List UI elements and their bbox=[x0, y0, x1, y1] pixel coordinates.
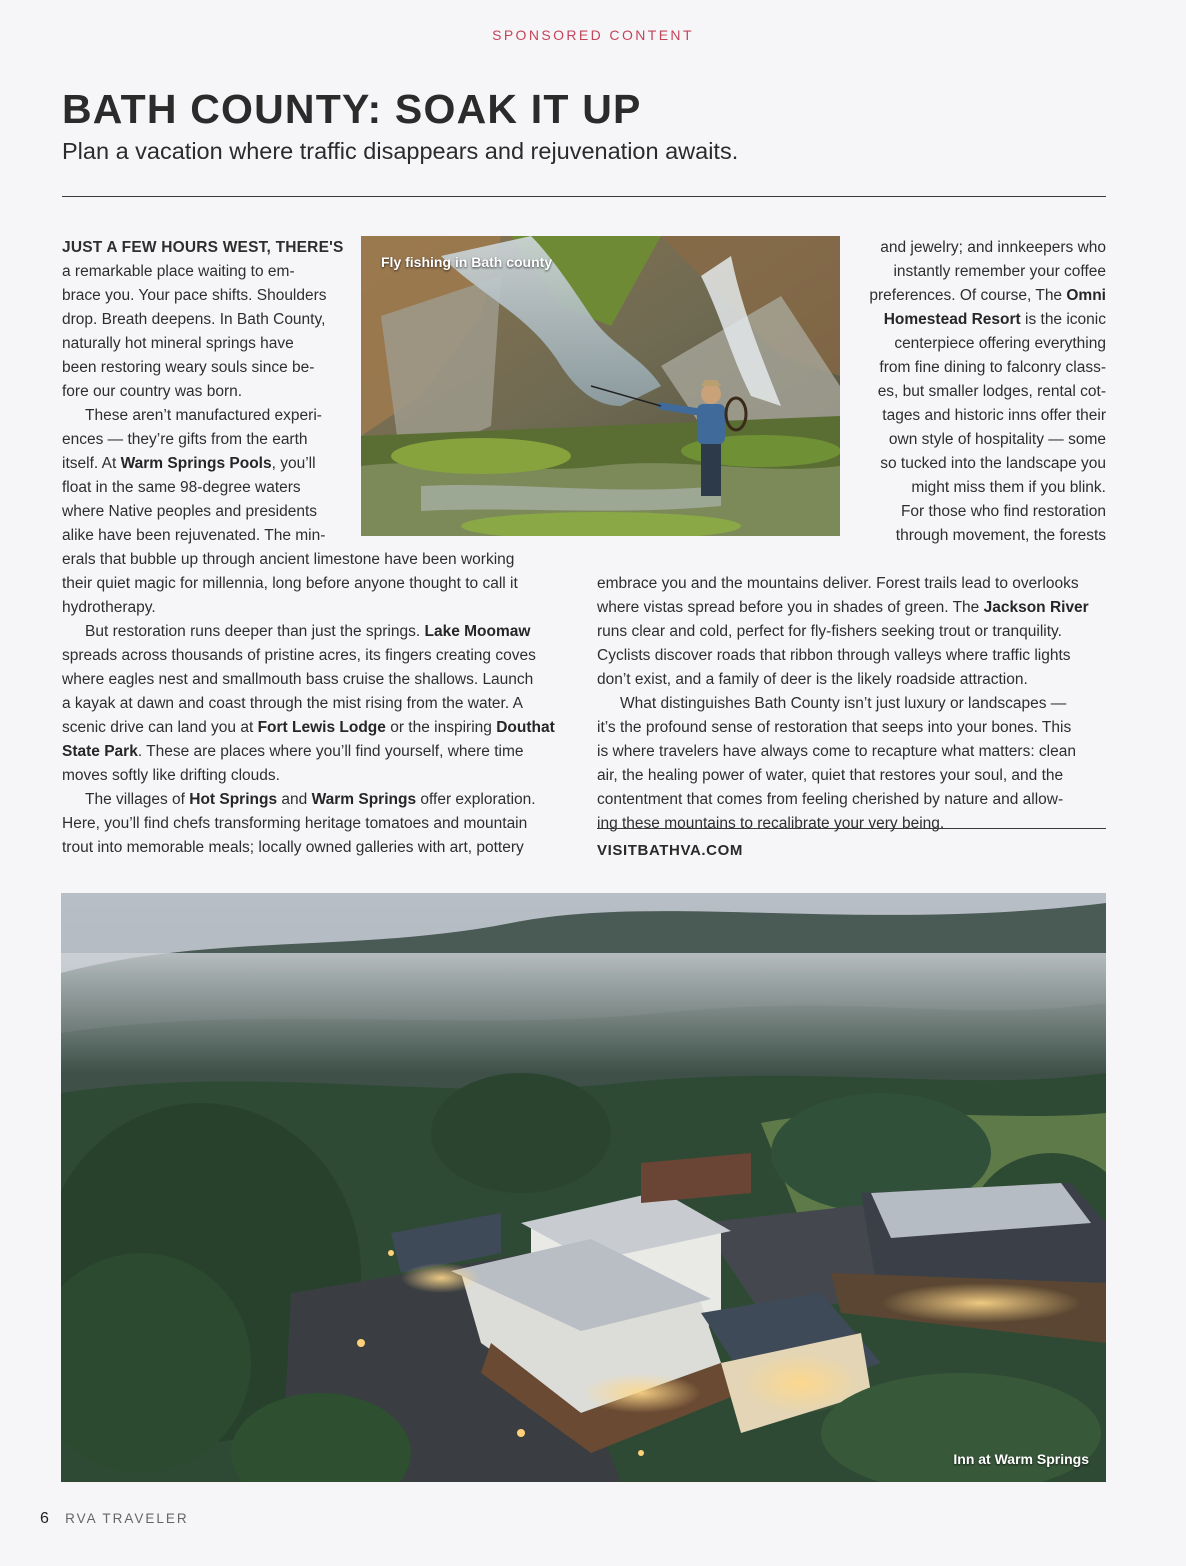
body-line: float in the same 98-degree waters bbox=[62, 479, 301, 496]
body-line: a kayak at dawn and coast through the mist rising from the water. A bbox=[62, 695, 523, 712]
inn-illustration bbox=[61, 893, 1106, 1482]
place-state-park: State Park bbox=[62, 743, 138, 760]
place-douthat: Douthat bbox=[496, 719, 555, 736]
body-line: ences — they’re gifts from the earth bbox=[62, 431, 308, 448]
body-line: where eagles nest and smallmouth bass cruise the shallows. Launch bbox=[62, 671, 534, 688]
body-line: is where travelers have always come to recapture what matters: clean bbox=[597, 743, 1076, 760]
body-line: What distinguishes Bath County isn’t just luxury or landscapes — bbox=[620, 695, 1067, 712]
body-line: moves softly like drifting clouds. bbox=[62, 767, 280, 784]
publication-name: RVA TRAVELER bbox=[65, 1511, 189, 1526]
page-number: 6 bbox=[40, 1510, 49, 1527]
body-line: es, but smaller lodges, rental cot- bbox=[877, 383, 1106, 400]
fishing-photo-caption: Fly fishing in Bath county bbox=[381, 254, 553, 270]
body-line: naturally hot mineral springs have bbox=[62, 335, 294, 352]
inn-photo-caption: Inn at Warm Springs bbox=[953, 1451, 1089, 1467]
article-right-wide bbox=[597, 572, 1089, 836]
body-line: preferences. Of course, The Omni bbox=[869, 287, 1106, 304]
place-homestead-resort: Homestead Resort bbox=[883, 311, 1021, 328]
body-line: The villages of Hot Springs and Warm Springs offer exploration. bbox=[85, 791, 536, 808]
body-line: erals that bubble up through ancient limestone have been working bbox=[62, 551, 515, 568]
sponsored-label: SPONSORED CONTENT bbox=[492, 27, 694, 43]
body-line: a remarkable place waiting to em- bbox=[62, 263, 295, 280]
page-footer bbox=[40, 1510, 189, 1528]
place-hot-springs: Hot Springs bbox=[189, 791, 278, 808]
place-jackson-river: Jackson River bbox=[983, 599, 1089, 616]
body-line: where Native peoples and presidents bbox=[62, 503, 318, 520]
fly-fishing-photo bbox=[361, 236, 840, 536]
place-lake-moomaw: Lake Moomaw bbox=[424, 623, 531, 640]
place-fort-lewis-lodge: Fort Lewis Lodge bbox=[257, 719, 386, 736]
body-line: itself. At Warm Springs Pools, you’ll bbox=[62, 455, 316, 472]
body-line: from fine dining to falconry class- bbox=[879, 359, 1106, 376]
body-line: Here, you’ll find chefs transforming heritage tomatoes and mountain bbox=[62, 815, 528, 832]
body-line: trout into memorable meals; locally owned galleries with art, pottery bbox=[62, 839, 524, 856]
body-line: contentment that comes from feeling cherished by nature and allow- bbox=[597, 791, 1064, 808]
article-end-divider bbox=[597, 828, 1106, 829]
body-line: been restoring weary souls since be- bbox=[62, 359, 315, 376]
body-line: scenic drive can land you at Fort Lewis Lodge or the inspiring Douthat bbox=[62, 719, 555, 736]
body-line: But restoration runs deeper than just the springs. Lake Moomaw bbox=[85, 623, 531, 640]
body-line: and jewelry; and innkeepers who bbox=[880, 239, 1106, 256]
website-link[interactable]: VISITBATHVA.COM bbox=[597, 842, 743, 859]
body-line: drop. Breath deepens. In Bath County, bbox=[62, 311, 326, 328]
body-line: through movement, the forests bbox=[895, 527, 1106, 544]
body-line: Cyclists discover roads that ribbon through valleys where traffic lights bbox=[597, 647, 1071, 664]
body-line: These aren’t manufactured experi- bbox=[85, 407, 322, 424]
body-line: hydrotherapy. bbox=[62, 599, 156, 616]
body-line: instantly remember your coffee bbox=[893, 263, 1106, 280]
fly-fishing-illustration bbox=[361, 236, 840, 536]
body-line: their quiet magic for millennia, long before anyone thought to call it bbox=[62, 575, 518, 592]
body-line: centerpiece offering everything bbox=[894, 335, 1106, 352]
article-left-wide bbox=[62, 548, 555, 860]
body-line: it’s the profound sense of restoration that seeps into your bones. This bbox=[597, 719, 1072, 736]
body-line: Homestead Resort is the iconic bbox=[883, 311, 1106, 328]
body-line: brace you. Your pace shifts. Shoulders bbox=[62, 287, 327, 304]
place-warm-springs: Warm Springs bbox=[311, 791, 417, 808]
body-line: don’t exist, and a family of deer is the likely roadside attraction. bbox=[597, 671, 1028, 688]
body-line: runs clear and cold, perfect for fly-fishers seeking trout or tranquility. bbox=[597, 623, 1062, 640]
article-right-narrow bbox=[869, 236, 1106, 548]
body-line: For those who find restoration bbox=[900, 503, 1106, 520]
body-line: so tucked into the landscape you bbox=[880, 455, 1106, 472]
body-line: own style of hospitality — some bbox=[888, 431, 1106, 448]
body-line: where vistas spread before you in shades of green. The Jackson River bbox=[597, 599, 1089, 616]
body-line: embrace you and the mountains deliver. Forest trails lead to overlooks bbox=[597, 575, 1079, 592]
page-title: BATH COUNTY: SOAK IT UP bbox=[62, 86, 642, 132]
place-omni: Omni bbox=[1066, 287, 1106, 304]
inn-photo bbox=[61, 893, 1106, 1482]
body-line: alike have been rejuvenated. The min- bbox=[62, 527, 326, 544]
header-divider bbox=[62, 196, 1106, 197]
place-warm-springs-pools: Warm Springs Pools bbox=[120, 455, 272, 472]
body-line: might miss them if you blink. bbox=[911, 479, 1106, 496]
article-left-narrow bbox=[62, 236, 344, 548]
body-line: ing these mountains to recalibrate your very being. bbox=[597, 815, 945, 832]
lead-in: JUST A FEW HOURS WEST, THERE'S bbox=[62, 239, 344, 256]
body-line: air, the healing power of water, quiet that restores your soul, and the bbox=[597, 767, 1064, 784]
page-subtitle: Plan a vacation where traffic disappears and rejuvenation awaits. bbox=[62, 138, 739, 164]
body-line: State Park. These are places where you’ll find yourself, where time bbox=[62, 743, 524, 760]
body-line: tages and historic inns offer their bbox=[882, 407, 1106, 424]
body-line: fore our country was born. bbox=[62, 383, 243, 400]
body-line: spreads across thousands of pristine acres, its fingers creating coves bbox=[62, 647, 536, 664]
